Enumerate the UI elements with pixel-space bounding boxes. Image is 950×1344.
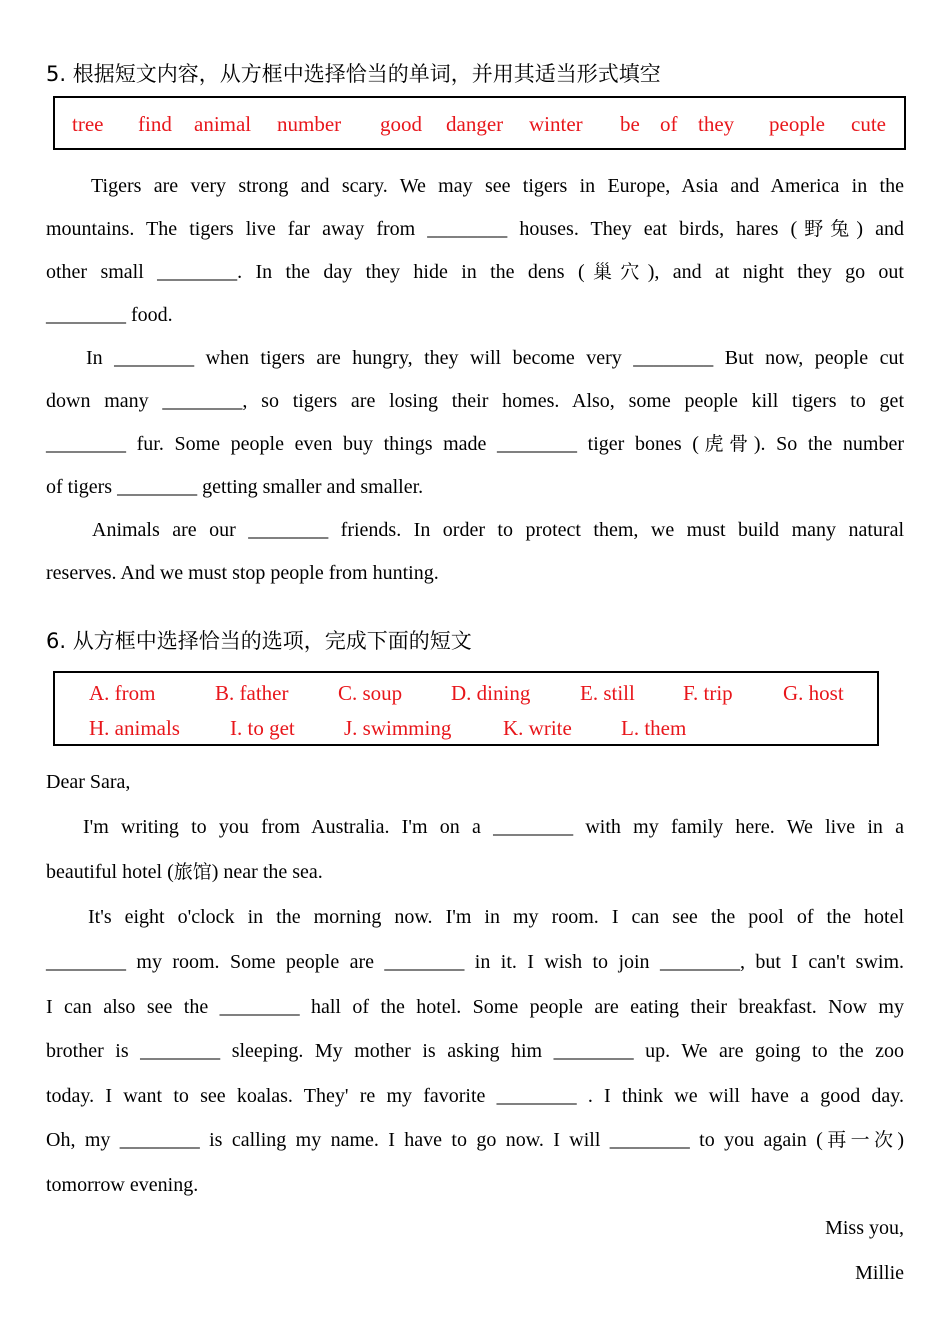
options-box bbox=[53, 671, 879, 746]
letter-greeting: Dear Sara, bbox=[46, 771, 131, 793]
option-item: C. soup bbox=[338, 681, 403, 705]
option-item: E. still bbox=[580, 681, 635, 705]
word-bank-word: winter bbox=[529, 112, 583, 136]
letter-line: brother is ________ sleeping. My mother is asking him ________ up. We are going to the zoo bbox=[46, 1040, 904, 1062]
letter-line: today. I want to see koalas. They' re my favorite ________ . I think we will have a good day. bbox=[46, 1085, 904, 1107]
letter-line: tomorrow evening. bbox=[46, 1174, 199, 1196]
letter-line: Oh, my ________ is calling my name. I have to go now. I will ________ to you again (再一次) bbox=[46, 1129, 904, 1151]
word-bank-word: number bbox=[277, 112, 342, 136]
word-bank-word: animal bbox=[194, 112, 252, 136]
option-item: K. write bbox=[503, 716, 572, 740]
passage-line: mountains. The tigers live far away from ________ houses. They eat birds, hares (野兔) and bbox=[46, 218, 904, 240]
passage-line: ________ food. bbox=[46, 304, 173, 326]
passage-line: of tigers ________ getting smaller and smaller. bbox=[46, 476, 424, 498]
option-item: F. trip bbox=[683, 681, 733, 705]
letter-line: beautiful hotel (旅馆) near the sea. bbox=[46, 861, 323, 883]
word-bank-word: cute bbox=[851, 112, 886, 136]
letter-line: I can also see the ________ hall of the hotel. Some people are eating their breakfast. Now my bbox=[46, 996, 904, 1018]
passage-line: Tigers are very strong and scary. We may see tigers in Europe, Asia and America in the bbox=[91, 175, 904, 197]
passage-line: other small ________. In the day they hide in the dens (巢穴), and at night they go out bbox=[46, 261, 904, 283]
option-item: L. them bbox=[621, 716, 687, 740]
word-bank-word: good bbox=[380, 112, 422, 136]
option-item: I. to get bbox=[230, 716, 295, 740]
option-item: A. from bbox=[89, 681, 156, 705]
word-bank-word: find bbox=[138, 112, 172, 136]
passage-line: ________ fur. Some people even buy things made ________ tiger bones (虎骨). So the number bbox=[46, 433, 905, 455]
option-item: D. dining bbox=[451, 681, 531, 705]
word-bank-word: of bbox=[660, 112, 678, 136]
passage-line: reserves. And we must stop people from hunting. bbox=[46, 562, 439, 584]
word-bank-word: danger bbox=[446, 112, 504, 136]
word-bank-word: they bbox=[698, 112, 735, 136]
letter-line: It's eight o'clock in the morning now. I'm in my room. I can see the pool of the hotel bbox=[88, 906, 904, 928]
letter-line: ________ my room. Some people are ________ in it. I wish to join ________, but I can't swim. bbox=[46, 951, 904, 973]
letter-signature: Millie bbox=[855, 1262, 904, 1284]
option-item: G. host bbox=[783, 681, 844, 705]
option-item: B. father bbox=[215, 681, 289, 705]
section-6-heading: 6. 从方框中选择恰当的选项，完成下面的短文 bbox=[46, 629, 472, 653]
passage-line: down many ________, so tigers are losing their homes. Also, some people kill tigers to get bbox=[46, 390, 904, 412]
passage-line: In ________ when tigers are hungry, they will become very ________ But now, people cut bbox=[86, 347, 904, 369]
word-bank-word: be bbox=[620, 112, 640, 136]
letter-line: I'm writing to you from Australia. I'm on a ________ with my family here. We live in a bbox=[83, 816, 904, 838]
word-bank-box bbox=[53, 96, 906, 150]
section-5-heading: 5. 根据短文内容，从方框中选择恰当的单词，并用其适当形式填空 bbox=[46, 62, 661, 86]
passage-line: Animals are our ________ friends. In order to protect them, we must build many natural bbox=[92, 519, 904, 541]
option-item: J. swimming bbox=[344, 716, 452, 740]
word-bank-word: people bbox=[769, 112, 825, 136]
option-item: H. animals bbox=[89, 716, 180, 740]
letter-closing: Miss you, bbox=[825, 1217, 904, 1239]
word-bank-word: tree bbox=[72, 112, 104, 136]
